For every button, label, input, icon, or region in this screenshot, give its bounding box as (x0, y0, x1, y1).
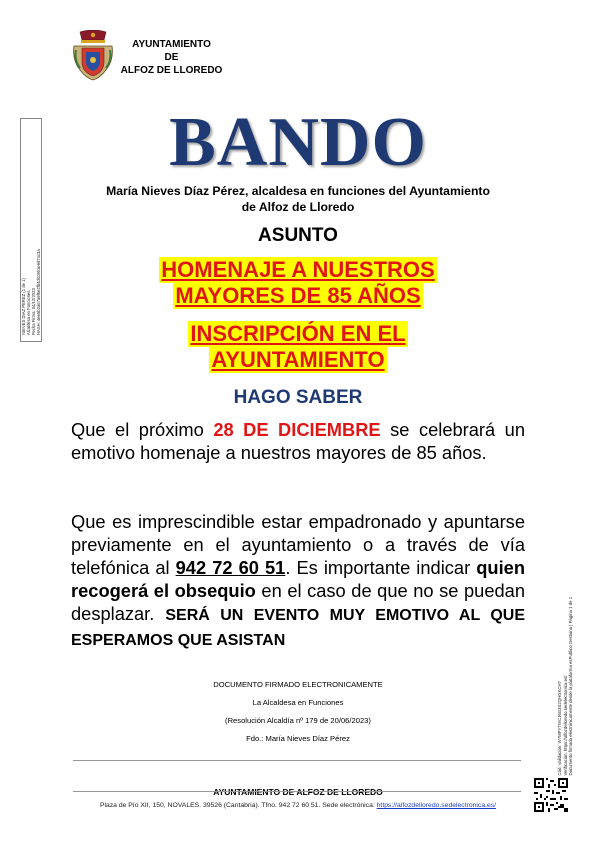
p1-pre: Que el próximo (71, 419, 214, 440)
validation-platform: Documento firmado electrónicamente desde la plataforma esPublico Gestiona | Página 1 de 1 (567, 596, 573, 776)
org-line-1: AYUNTAMIENTO (132, 39, 211, 50)
footer-org-name: AYUNTAMIENTO DE ALFOZ DE LLOREDO (213, 787, 383, 797)
sede-link[interactable]: https://alfozdelloredo.sedelectronica.es/ (376, 802, 497, 809)
p2-pre: Que es imprescindible estar empadronado y apuntarse previamente en el ayuntamiento o a través de vía telefónica al (71, 511, 525, 578)
subject-heading: ASUNTO (258, 225, 338, 246)
resolution-ref: (Resolución Alcaldía nº 179 de 20/06/2023) (225, 716, 371, 725)
footer-divider (73, 760, 521, 761)
p2-mid: . Es importante indicar (285, 557, 477, 578)
qr-code (534, 778, 568, 812)
headline1-line-2: MAYORES DE 85 AÑOS (175, 283, 421, 308)
author-line-2: de Alfoz de Lloredo (241, 200, 355, 214)
hago-saber-heading: HAGO SABER (233, 387, 363, 408)
author-statement (60, 183, 536, 215)
event-date: 28 DE DICIEMBRE (213, 419, 381, 440)
phone-number: 942 72 60 51 (175, 557, 286, 578)
p2-emphasis: quien recogerá el obsequio (71, 557, 525, 601)
paragraph-registration (71, 510, 525, 652)
headline-inscripcion (0, 321, 596, 373)
footer-divider-2 (73, 791, 521, 792)
municipality-name (114, 38, 229, 77)
validation-strip (553, 518, 577, 778)
org-line-3: ALFOZ DE LLOREDO (120, 65, 223, 76)
coat-of-arms-logo (72, 30, 114, 82)
footer-address-text: Plaza de Pío XII, 150, NOVALES. 39526 (Cantabria). Tfno. 942 72 60 51. Sede electrónica: (99, 802, 377, 809)
sig-line-3: Fecha Firma: 04/12/2023 (31, 288, 36, 335)
sig-line-2: Alcaldesa en Funciones (26, 290, 31, 335)
author-line-1: María Nieves Díaz Pérez, alcaldesa en funciones del Ayuntamiento (106, 184, 490, 198)
p2-post: en el caso de que no se puedan desplazar. (71, 580, 526, 624)
headline2-line-1: INSCRIPCIÓN EN EL (190, 321, 406, 346)
sig-line-1: NIEVES DIAZ PEREZ (1 de 1) (21, 278, 26, 335)
validation-url: Verificación: https://alfozdelloredo.sedelectronica.es/ (562, 675, 568, 776)
headline1-line-1: HOMENAJE A NUESTROS (161, 257, 435, 282)
org-line-2: DE (164, 52, 179, 63)
validation-code: Cód. Validación: W7MPYTWCJ6G3S2QHGKCH7 (556, 681, 562, 776)
p1-post: se celebrará un emotivo homenaje a nuestros mayores de 85 años. (71, 419, 525, 463)
signer-role: La Alcaldesa en Funciones (252, 698, 344, 707)
p2-closing-caps: SERÁ UN EVENTO MUY EMOTIVO AL QUE ESPERAMOS QUE ASISTAN (71, 607, 525, 649)
headline-homenaje (0, 257, 596, 309)
signed-electronically: DOCUMENTO FIRMADO ELECTRONICAMENTE (213, 680, 383, 689)
sig-line-4: HASH: 4ee5b2a67a9f6e2fb4d0c9b1e9d74c3a (36, 249, 41, 335)
footer-address (0, 801, 596, 810)
headline2-line-2: AYUNTAMIENTO (211, 347, 385, 372)
paragraph-date (71, 418, 525, 464)
page-title: BANDO (169, 104, 427, 181)
signer-name: Fdo.: María Nieves Díaz Pérez (246, 734, 350, 743)
